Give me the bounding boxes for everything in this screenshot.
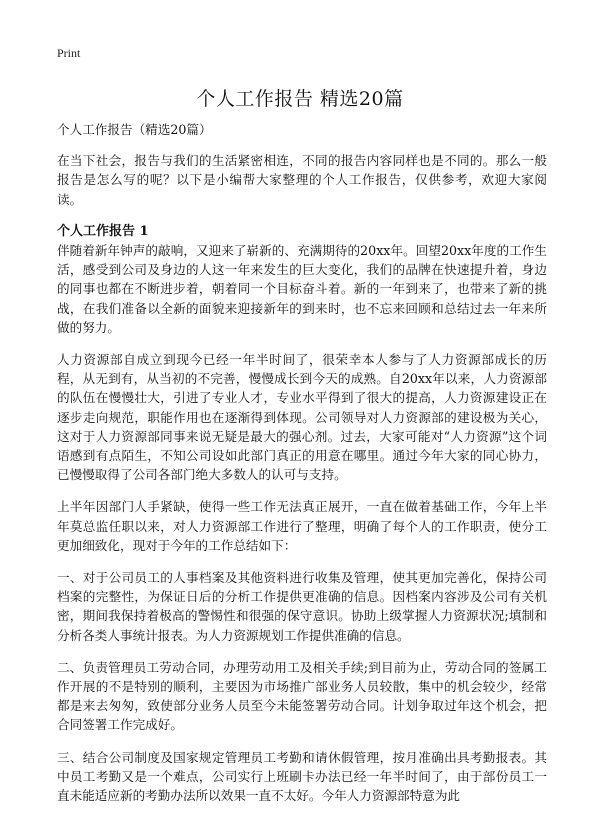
document-body xyxy=(57,120,547,818)
body-paragraph: 二、负责管理员工劳动合同，办理劳动用工及相关手续;到目前为止，劳动合同的签属工作开展的不是特别的顺利，主要因为市场推广部业务人员较散，集中的机会较少，经常都是来去匆匆，致使部分业务人员至今未能签署劳动合同。计划争取过年这个机会，把合同签署工作完成好。 xyxy=(57,659,547,733)
body-paragraph: 一、对于公司员工的人事档案及其他资料进行收集及管理，使其更加完善化，保持公司档案的完整性，为保证日后的分析工作提供更准确的信息。因档案内容涉及公司有关机密，期间我保持着极高的警惕性和很强的保守意识。协助上级掌握人力资源状况;填制和分析各类人事统计报表。为人力资源规划工作提供准确的信息。 xyxy=(57,570,547,643)
document-subtitle: 个人工作报告（精选20篇） xyxy=(57,122,212,137)
intro-paragraph: 在当下社会，报告与我们的生活紧密相连，不同的报告内容同样也是不同的。那么一般报告是怎么写的呢？以下是小编帮大家整理的个人工作报告，仅供参考，欢迎大家阅读。 xyxy=(57,153,547,207)
page-title: 个人工作报告 精选20篇 xyxy=(196,88,404,110)
body-paragraph: 伴随着新年钟声的敲响，又迎来了崭新的、充满期待的20xx年。回望20xx年度的工作生活，感受到公司及身边的人这一年来发生的巨大变化，我们的品牌在快速提升着，身边的同事也都在不断进步着，朝着同一个目标奋斗着。新的一年到来了，也带来了新的挑战，在我们准备以全新的面貌来迎接新年的到来时，也不忘来回顾和总结过去一年来所做的努力。 xyxy=(57,243,547,335)
section-heading: 个人工作报告 1 xyxy=(57,223,149,239)
body-paragraph: 人力资源部自成立到现今已经一年半时间了，很荣幸本人参与了人力资源部成长的历程，从无到有，从当初的不完善，慢慢成长到今天的成熟。自20xx年以来，人力资源部的队伍在慢慢壮大，引进了专业人才，专业水平得到了很大的提高，人力资源建设正在逐步走向规范，职能作用也在逐渐得到体现。公司领导对人力资源部的建设极为关心，这对于人力资源部同事来说无疑是最大的强心剂。过去，大家可能对“人力资源”这个词语感到有点陌生，不知公司设如此部门真正的用意在哪里。通过今年大家的同心协力，已慢慢取得了公司各部门绝大多数人的认可与支持。 xyxy=(57,352,547,483)
body-paragraph: 上半年因部门人手紧缺，使得一些工作无法真正展开，一直在做着基础工作，今年上半年莫总监任职以来，对人力资源部工作进行了整理，明确了每个人的工作职责，使分工更加细致化，现对于今年的工作总结如下： xyxy=(57,499,547,553)
body-paragraph: 三、结合公司制度及国家规定管理员工考勤和请休假管理，按月准确出具考勤报表。其中员工考勤又是一个难点，公司实行上班刷卡办法已经一年半时间了，由于部份员工一直未能适应新的考勤办法所以效果一直不太好。今年人力资源部特意为此 xyxy=(57,749,547,804)
print-label: Print xyxy=(57,46,81,60)
